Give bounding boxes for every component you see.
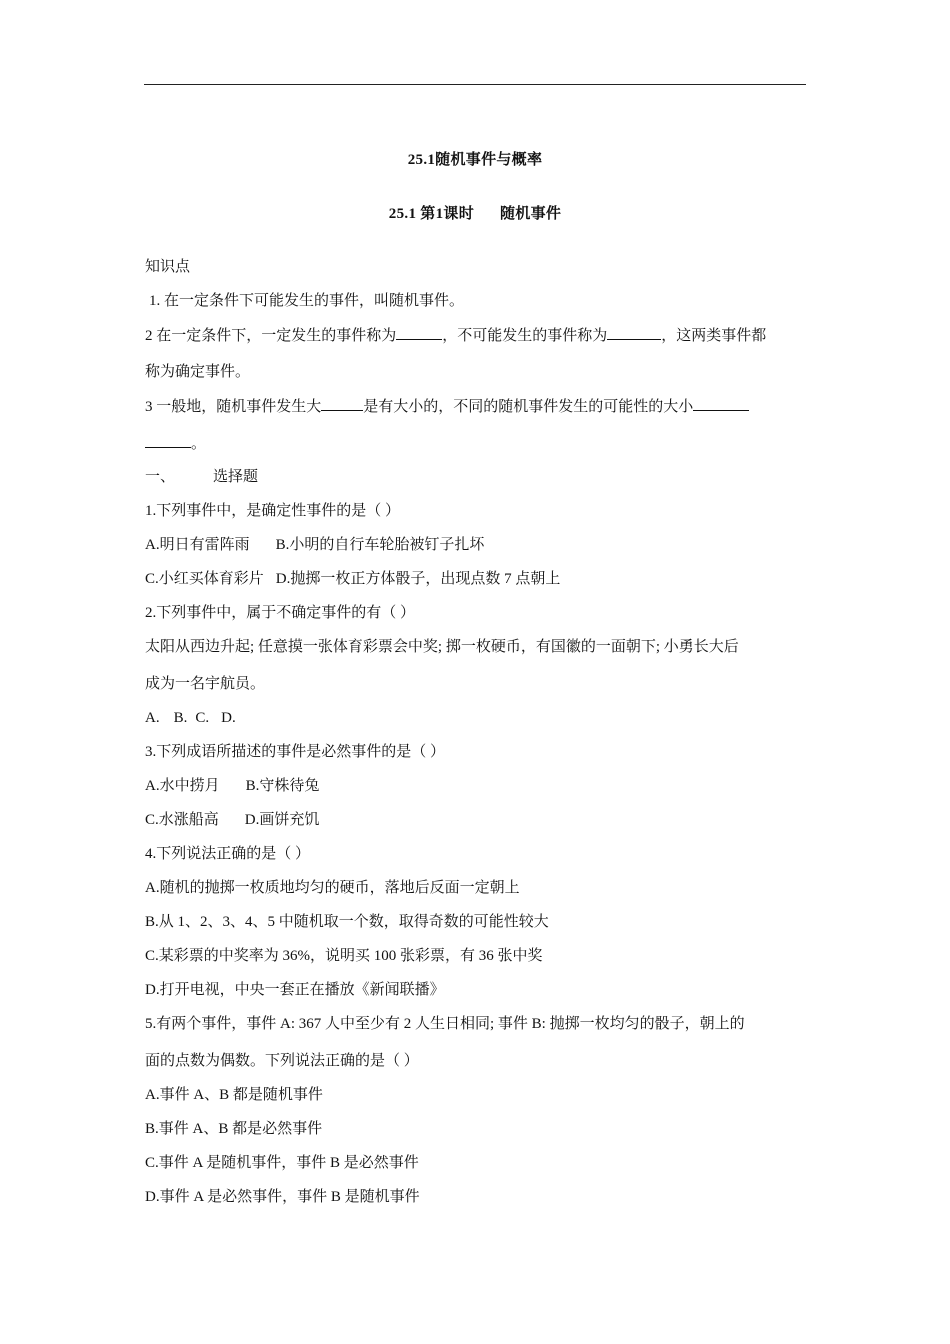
knowledge-item-1: 1. 在一定条件下可能发生的事件，叫随机事件。 [149,293,465,309]
question-4-option-c: C.某彩票的中奖率为 36%，说明买 100 张彩票，有 36 张中奖 [145,948,543,964]
page-title: 25.1随机事件与概率 [407,152,543,168]
question-2-text-cont: 成为一名宇航员。 [145,676,266,692]
section-heading: 一、 选择题 [145,469,259,485]
knowledge-item-2: 2 在一定条件下，一定发生的事件称为 ，不可能发生的事件称为 ，这两类事件都 [145,323,807,360]
question-3-options-ab: A.水中捞月 B.守株待兔 [145,778,320,794]
question-3-stem: 3.下列成语所描述的事件是必然事件的是（ ） [145,744,446,760]
question-1-options-cd: C.小红买体育彩片 D.抛掷一枚正方体骰子，出现点数 7 点朝上 [145,571,561,587]
fill-blank [145,431,191,448]
question-5-option-c: C.事件 A 是随机事件，事件 B 是必然事件 [145,1155,419,1171]
question-1-stem: 1.下列事件中，是确定性事件的是（ ） [145,503,401,519]
question-1-options-ab: A.明日有雷阵雨 B.小明的自行车轮胎被钉子扎坏 [145,537,485,553]
question-5-stem-cont: 面的点数为偶数。下列说法正确的是（ ） [145,1053,419,1069]
fill-blank [321,394,363,411]
question-4-option-b: B.从 1、2、3、4、5 中随机取一个数，取得奇数的可能性较大 [145,914,549,930]
question-5-option-d: D.事件 A 是必然事件，事件 B 是随机事件 [145,1189,420,1205]
question-2-stem: 2.下列事件中，属于不确定事件的有（ ） [145,605,416,621]
question-5-stem: 5.有两个事件，事件 A: 367 人中至少有 2 人生日相同; 事件 B: 抛掷一枚均匀的骰子，朝上的 [145,1016,745,1032]
question-2-text: 太阳从西边升起; 任意摸一张体育彩票会中奖; 掷一枚硬币，有国徽的一面朝下; 小勇长大后 [145,639,739,655]
knowledge-item-3-cont: 。 [145,431,807,465]
question-4-option-d: D.打开电视，中央一套正在播放《新闻联播》 [145,982,445,998]
fill-blank [607,323,661,340]
question-4-stem: 4.下列说法正确的是（ ） [145,846,311,862]
header-rule [144,84,806,85]
document-body [145,255,807,1219]
question-2-options: A. B. C. D. [145,710,236,726]
lesson-number: 25.1 第1课时 [388,206,474,222]
question-5-option-b: B.事件 A、B 都是必然事件 [145,1121,323,1137]
fill-blank [693,394,749,411]
lesson-subtitle [0,202,950,223]
knowledge-item-2-cont: 称为确定事件。 [145,364,251,380]
knowledge-heading: 知识点 [145,259,191,275]
fill-blank [396,323,442,340]
question-4-option-a: A.随机的抛掷一枚质地均匀的硬币，落地后反面一定朝上 [145,880,520,896]
knowledge-item-3: 3 一般地，随机事件发生大 是有大小的，不同的随机事件发生的可能性的大小 [145,394,807,431]
question-3-options-cd: C.水涨船高 D.画饼充饥 [145,812,320,828]
question-5-option-a: A.事件 A、B 都是随机事件 [145,1087,323,1103]
lesson-topic: 随机事件 [500,206,562,222]
